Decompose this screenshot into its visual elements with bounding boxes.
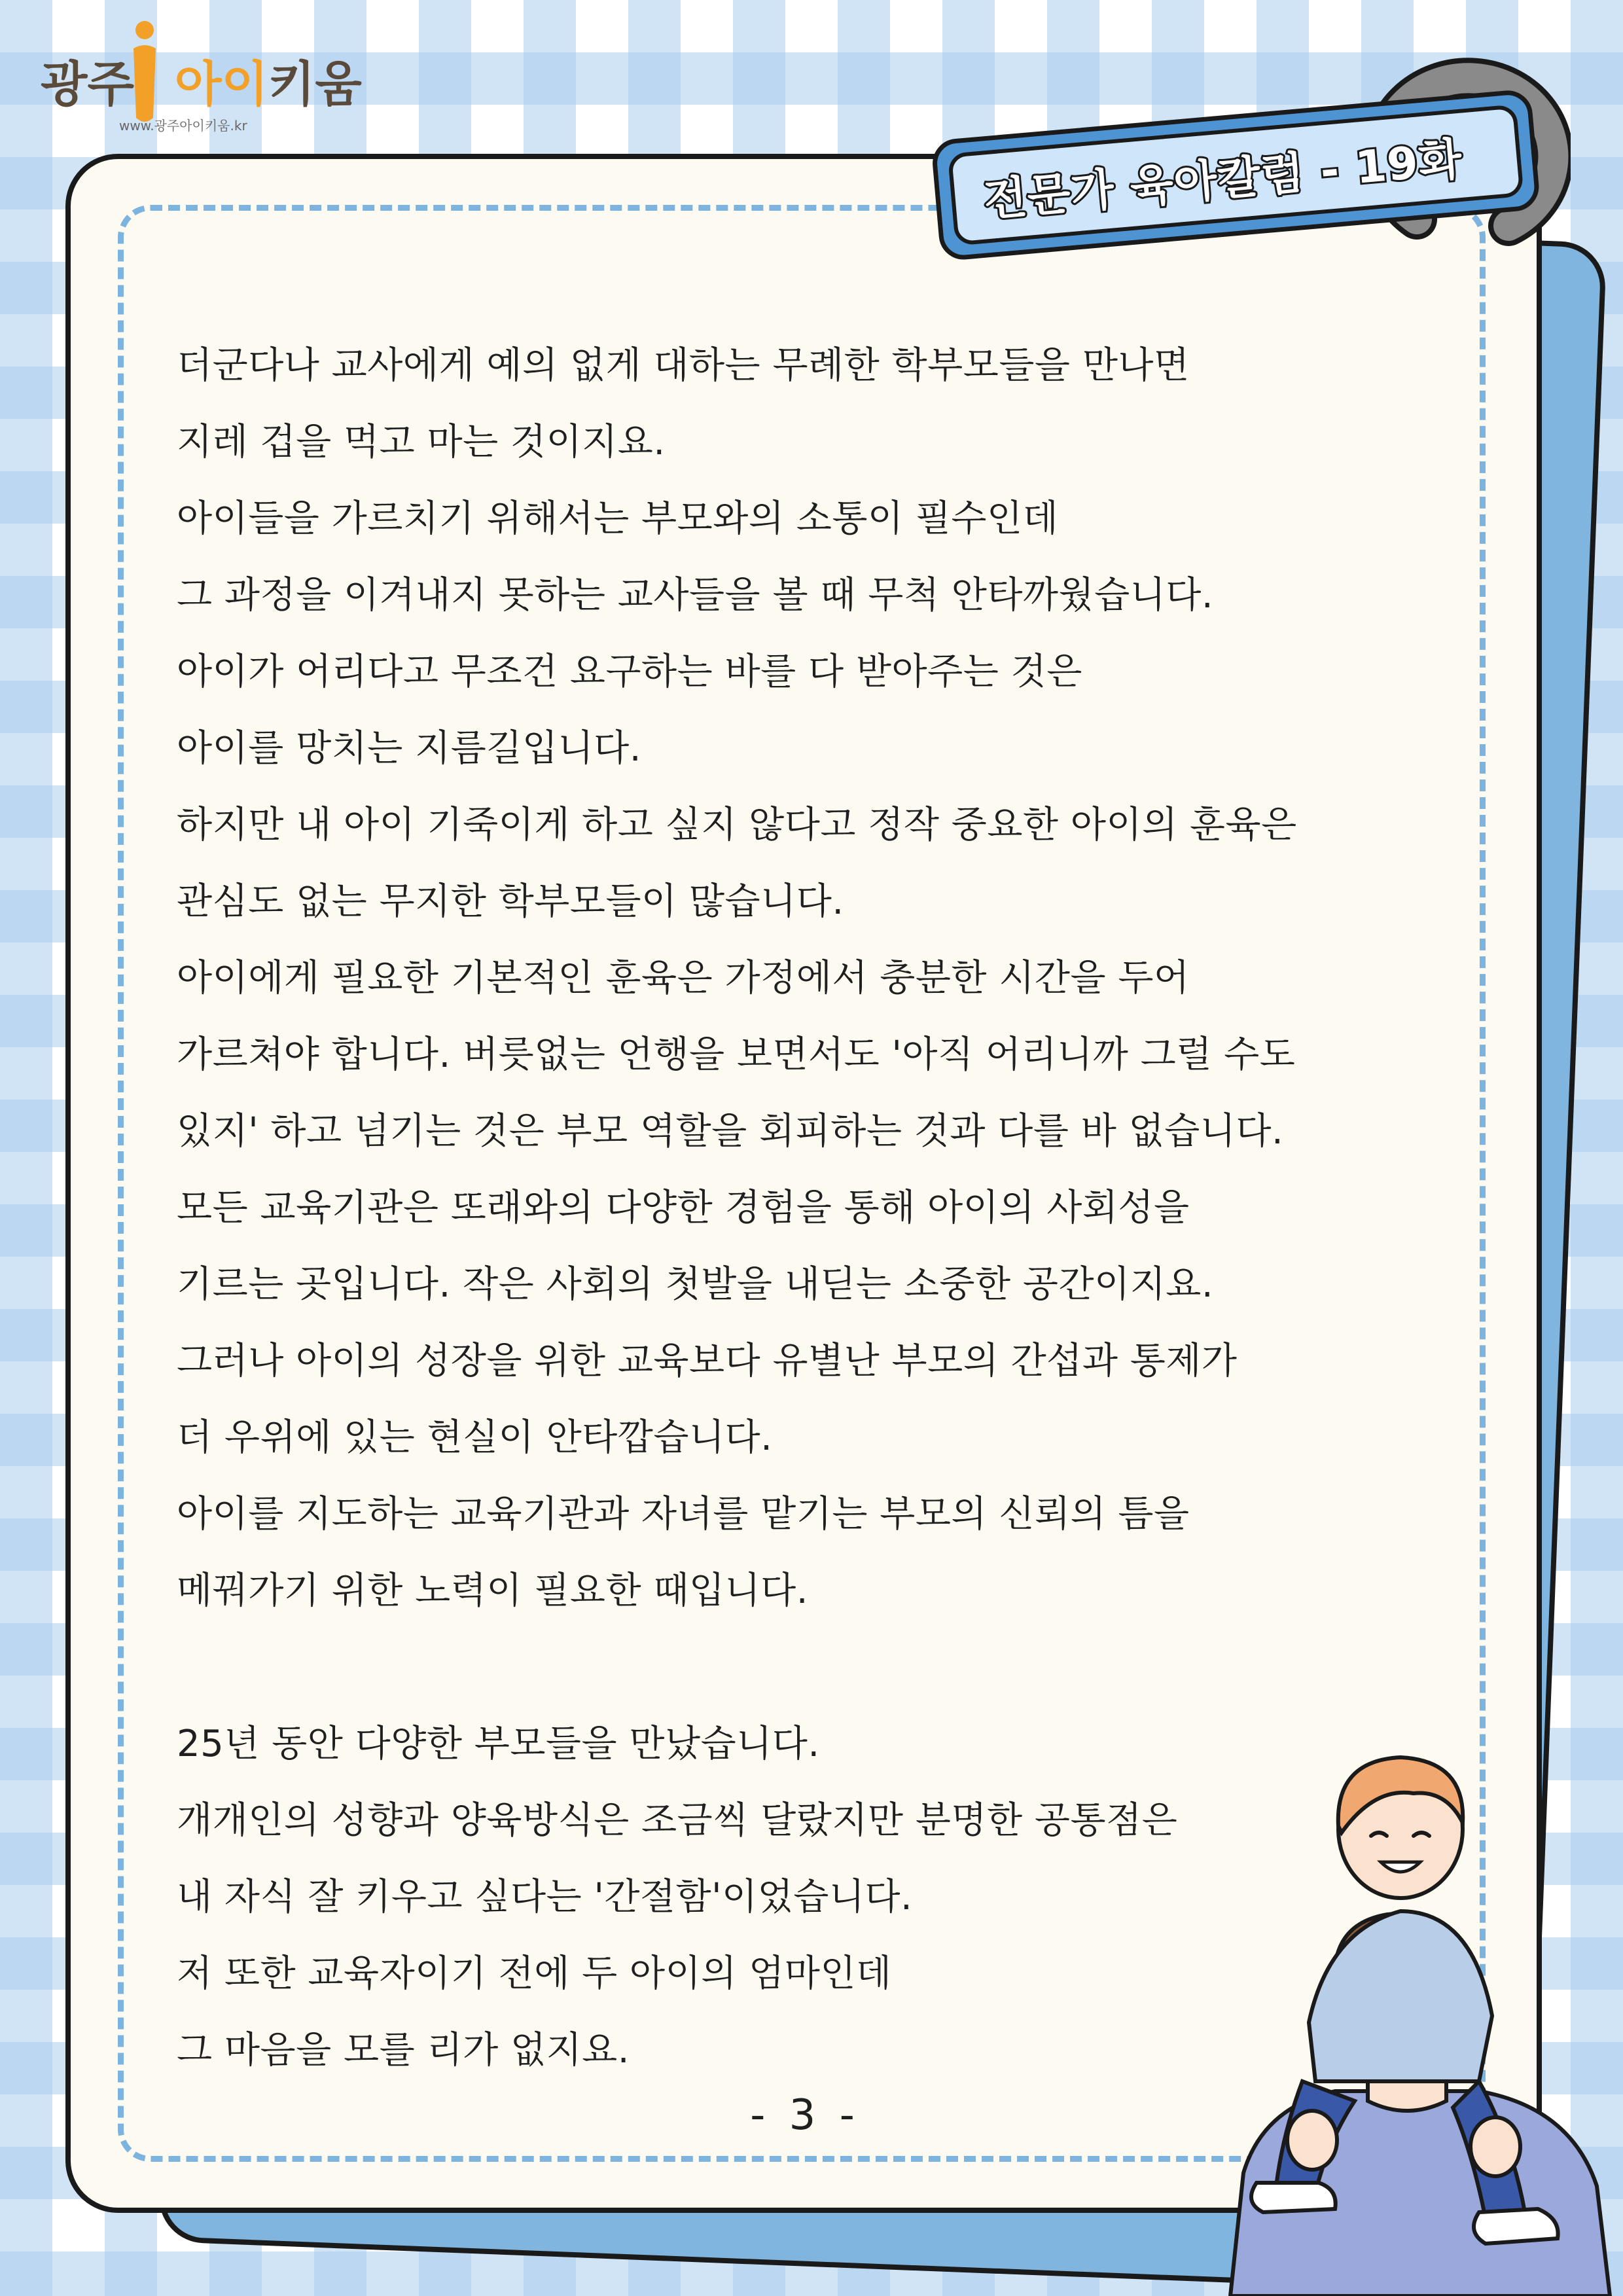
body-line: 아이를 망치는 지름길입니다. xyxy=(177,727,642,770)
body-line: 가르쳐야 합니다. 버릇없는 언행을 보면서도 '아직 어리니까 그럴 수도 xyxy=(177,1033,1296,1076)
father-child-illustration xyxy=(1204,1715,1623,2296)
body-line: 아이를 지도하는 교육기관과 자녀를 맡기는 부모의 신뢰의 틈을 xyxy=(177,1493,1190,1535)
body-line: 있지' 하고 넘기는 것은 부모 역할을 회피하는 것과 다를 바 없습니다. xyxy=(177,1110,1284,1153)
body-line: 모든 교육기관은 또래와의 다양한 경험을 통해 아이의 사회성을 xyxy=(177,1187,1190,1229)
body-line: 더군다나 교사에게 예의 없게 대하는 무례한 학부모들을 만나면 xyxy=(177,344,1190,387)
page-number: - 3 - xyxy=(750,2091,860,2140)
paragraph-gap xyxy=(177,1629,1459,1706)
body-line: 아이들을 가르치기 위해서는 부모와의 소통이 필수인데 xyxy=(177,497,1059,540)
body-line: 메꿔가기 위한 노력이 필요한 때입니다. xyxy=(177,1570,809,1612)
brand-logo xyxy=(41,20,362,137)
logo-text-part1: 광주 xyxy=(41,56,134,113)
body-line: 그 마음을 모를 리가 없지요. xyxy=(177,2029,630,2072)
logo-wordmark xyxy=(41,46,362,115)
body-line: 관심도 없는 무지한 학부모들이 많습니다. xyxy=(177,880,844,923)
body-line: 지레 겁을 먹고 마는 것이지요. xyxy=(177,421,666,463)
body-line: 아이가 어리다고 무조건 요구하는 바를 다 받아주는 것은 xyxy=(177,651,1082,693)
body-line: 25년 동안 다양한 부모들을 만났습니다. xyxy=(177,1723,820,1765)
logo-person-icon xyxy=(128,20,161,131)
body-line: 저 또한 교육자이기 전에 두 아이의 엄마인데 xyxy=(177,1952,892,1995)
logo-url: www.광주아이키움.kr xyxy=(119,118,247,134)
banner-title: 전문가 육아칼럼 - 19화 xyxy=(982,133,1465,227)
body-line: 아이에게 필요한 기본적인 훈육은 가정에서 충분한 시간을 두어 xyxy=(177,957,1190,999)
body-line: 내 자식 잘 키우고 싶다는 '간절함'이었습니다. xyxy=(177,1876,913,1918)
body-line: 그러나 아이의 성장을 위한 교육보다 유별난 부모의 간섭과 통제가 xyxy=(177,1340,1238,1382)
body-line: 하지만 내 아이 기죽이게 하고 싶지 않다고 정작 중요한 아이의 훈육은 xyxy=(177,804,1297,846)
body-line: 기르는 곳입니다. 작은 사회의 첫발을 내딛는 소중한 공간이지요. xyxy=(177,1263,1214,1306)
logo-text-part3: 키움 xyxy=(268,56,362,113)
logo-text-part2: 아이 xyxy=(174,56,268,113)
body-line: 더 우위에 있는 현실이 안타깝습니다. xyxy=(177,1416,773,1459)
body-line: 그 과정을 이겨내지 못하는 교사들을 볼 때 무척 안타까웠습니다. xyxy=(177,574,1214,617)
body-line: 개개인의 성향과 양육방식은 조금씩 달랐지만 분명한 공통점은 xyxy=(177,1799,1178,1842)
